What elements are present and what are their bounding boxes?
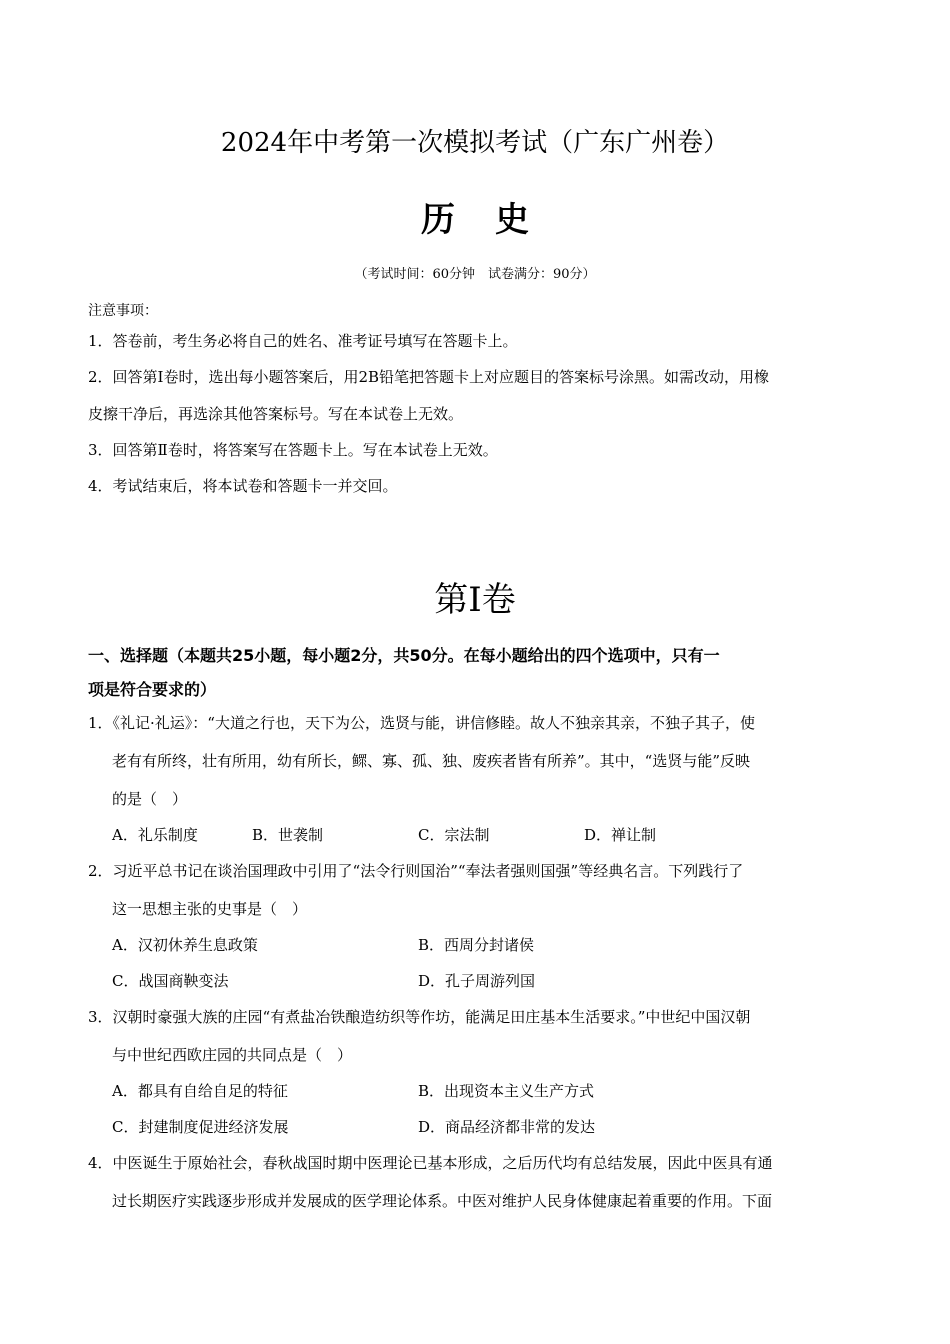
question-1-option-d: D．禅让制 (584, 826, 657, 844)
question-2-line-1: 2．习近平总书记在谈治国理政中引用了“法令行则国治”“奉法者强则国强”等经典名言。下列践行了 (88, 862, 744, 880)
question-2-line-2: 这一思想主张的史事是（ ） (112, 900, 308, 918)
note-2-line-2: 皮擦干净后，再选涂其他答案标号。写在本试卷上无效。 (88, 405, 464, 423)
notes-heading: 注意事项： (88, 303, 158, 319)
question-2-option-c: C．战国商鞅变法 (112, 972, 229, 990)
section-heading-line-2: 项是符合要求的） (88, 680, 217, 699)
subject-title: 历史 (421, 200, 569, 240)
question-1-option-b: B．世袭制 (252, 826, 324, 844)
note-4: 4．考试结束后，将本试卷和答题卡一并交回。 (88, 477, 398, 495)
exam-title: 2024年中考第一次模拟考试（广东广州卷） (220, 128, 730, 158)
question-3-line-2: 与中世纪西欧庄园的共同点是（ ） (112, 1046, 353, 1064)
question-3-option-a: A．都具有自给自足的特征 (112, 1082, 288, 1100)
question-1-line-1: 1．《礼记·礼运》：“大道之行也，天下为公，选贤与能，讲信修睦。故人不独亲其亲，不独子其子，使 (88, 714, 755, 732)
section-heading-line-1: 一、选择题（本题共25小题，每小题2分，共50分。在每小题给出的四个选项中，只有一 (88, 646, 720, 665)
note-3: 3．回答第Ⅱ卷时，将答案写在答题卡上。写在本试卷上无效。 (88, 441, 498, 459)
question-1-line-3: 的是（ ） (112, 790, 188, 808)
question-3-option-d: D．商品经济都非常的发达 (418, 1118, 596, 1136)
question-3-option-b: B．出现资本主义生产方式 (418, 1082, 595, 1100)
question-3-line-1: 3．汉朝时豪强大族的庄园“有煮盐冶铁酿造纺织等作坊，能满足田庄基本生活要求。”中世纪中国汉朝 (88, 1008, 751, 1026)
question-1-option-c: C．宗法制 (418, 826, 490, 844)
question-3-option-c: C．封建制度促进经济发展 (112, 1118, 289, 1136)
question-1-line-2: 老有有所终，壮有所用，幼有所长，鳏、寡、孤、独、废疾者皆有所养”。其中，“选贤与能”反映 (112, 752, 751, 770)
question-2-option-b: B．西周分封诸侯 (418, 936, 535, 954)
part-title: 第Ⅰ卷 (434, 580, 516, 620)
question-4-line-1: 4．中医诞生于原始社会，春秋战国时期中医理论已基本形成，之后历代均有总结发展，因此中医具有通 (88, 1154, 773, 1172)
question-4-line-2: 过长期医疗实践逐步形成并发展成的医学理论体系。中医对维护人民身体健康起着重要的作用。下面 (112, 1192, 773, 1210)
note-2-line-1: 2．回答第Ⅰ卷时，选出每小题答案后，用2B铅笔把答题卡上对应题目的答案标号涂黑。如需改动，用橡 (88, 368, 770, 386)
note-1: 1．答卷前，考生务必将自己的姓名、准考证号填写在答题卡上。 (88, 332, 518, 350)
exam-info: （考试时间：60分钟 试卷满分：90分） (354, 267, 596, 282)
question-2-option-d: D．孔子周游列国 (418, 972, 536, 990)
question-1-option-a: A．礼乐制度 (112, 826, 198, 844)
question-2-option-a: A．汉初休养生息政策 (112, 936, 258, 954)
